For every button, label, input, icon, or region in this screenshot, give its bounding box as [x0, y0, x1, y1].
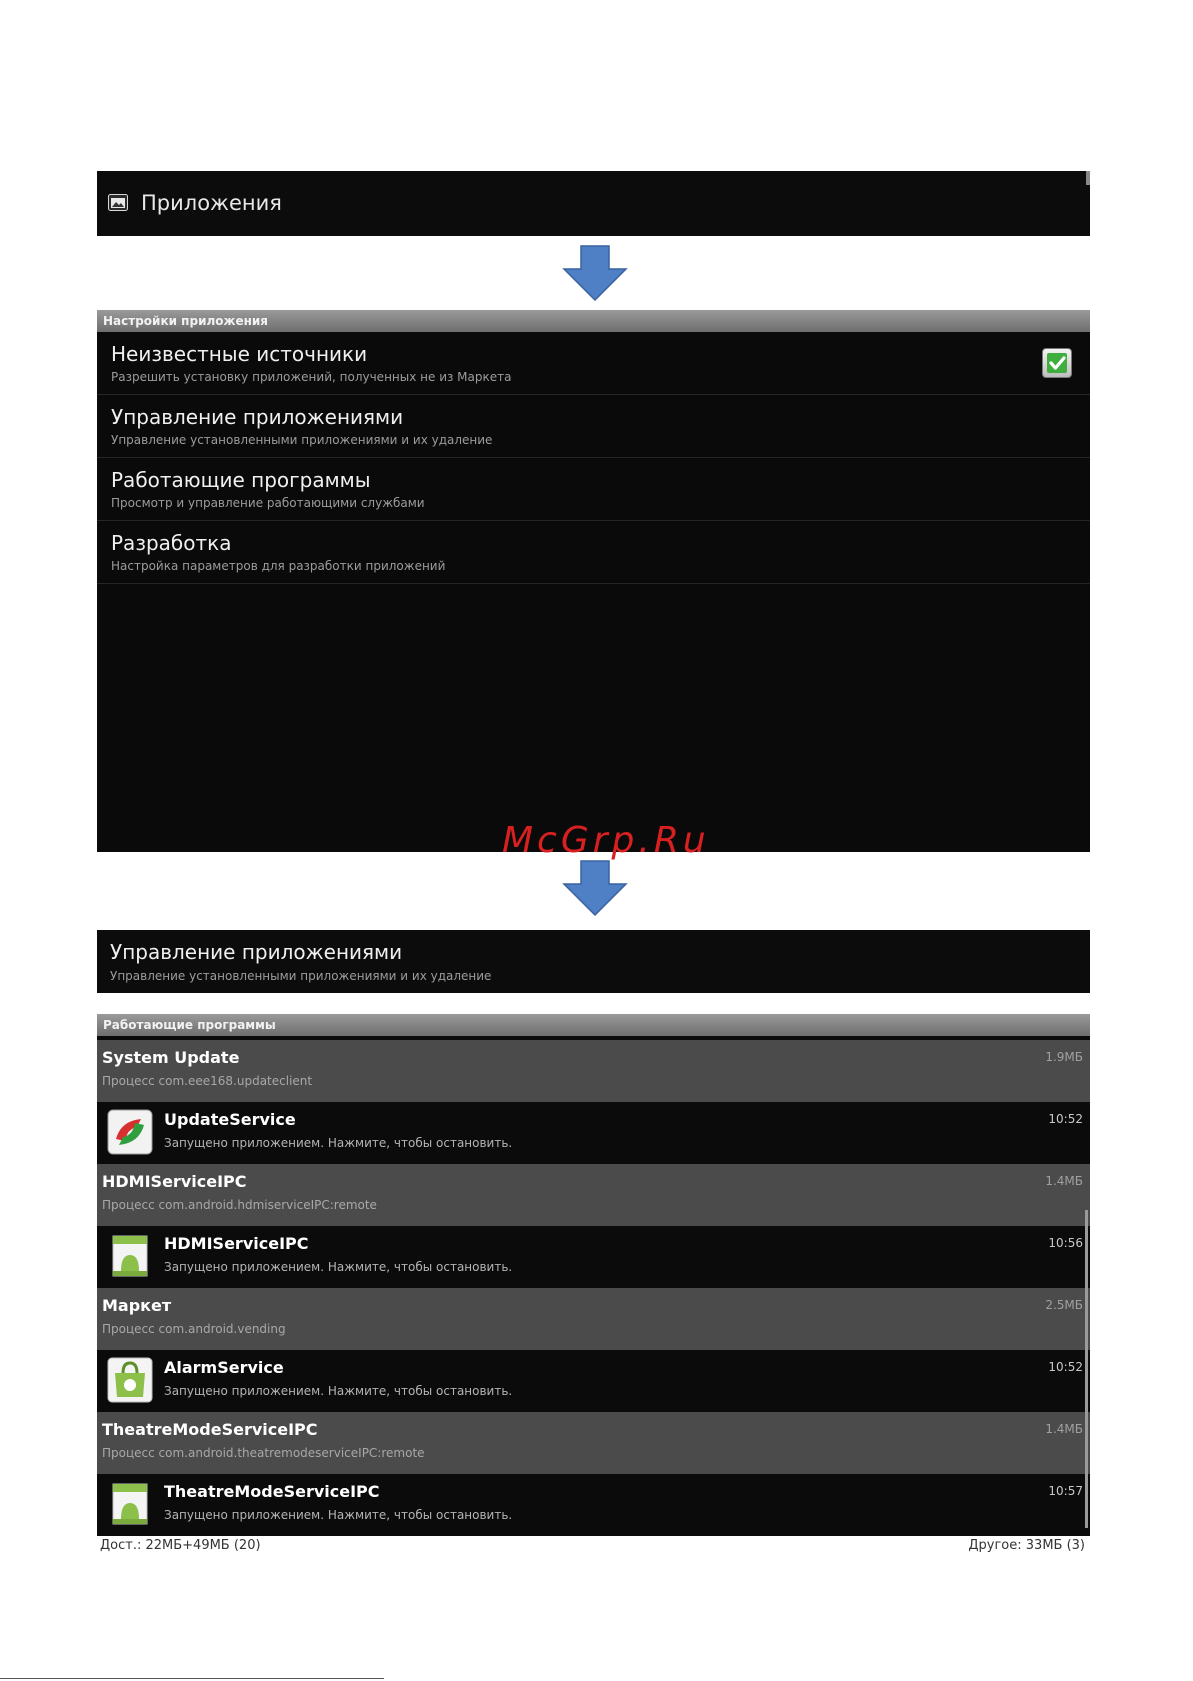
process-row[interactable] [97, 1164, 1090, 1226]
application-settings-panel [97, 310, 1090, 852]
setting-subtitle: Просмотр и управление работающими службами [111, 496, 425, 510]
process-row[interactable] [97, 1412, 1090, 1474]
manage-applications-item[interactable] [97, 930, 1090, 993]
service-name: HDMIServiceIPC [164, 1234, 309, 1253]
setting-subtitle: Разрешить установку приложений, полученных не из Маркета [111, 370, 512, 384]
service-time: 10:52 [1048, 1112, 1083, 1126]
setting-title: Разработка [111, 531, 232, 555]
running-section-header: Работающие программы [97, 1014, 1090, 1036]
settings-section-header: Настройки приложения [97, 310, 1090, 332]
process-package: Процесс com.android.theatremodeserviceIPC:remote [102, 1446, 425, 1460]
service-time: 10:57 [1048, 1484, 1083, 1498]
service-row[interactable] [97, 1102, 1090, 1164]
process-name: Маркет [102, 1296, 172, 1315]
unknown-sources-checkbox[interactable] [1042, 348, 1072, 378]
watermark: McGrp.Ru [502, 820, 710, 861]
checkmark-icon [1043, 349, 1071, 377]
service-time: 10:56 [1048, 1236, 1083, 1250]
android-app-icon [107, 1481, 153, 1527]
manage-subtitle: Управление установленными приложениями и их удаление [110, 969, 492, 983]
service-name: AlarmService [164, 1358, 284, 1377]
market-bag-icon [107, 1357, 153, 1403]
setting-title: Неизвестные источники [111, 342, 368, 366]
process-row[interactable] [97, 1040, 1090, 1102]
service-row[interactable] [97, 1474, 1090, 1536]
android-app-icon [107, 1233, 153, 1279]
process-memory: 1.4МБ [1045, 1174, 1083, 1188]
setting-subtitle: Управление установленными приложениями и их удаление [111, 433, 493, 447]
process-memory: 2.5МБ [1045, 1298, 1083, 1312]
arrow-down-icon [562, 245, 628, 301]
page-divider [0, 1678, 384, 1679]
process-row[interactable] [97, 1288, 1090, 1350]
service-name: TheatreModeServiceIPC [164, 1482, 380, 1501]
service-time: 10:52 [1048, 1360, 1083, 1374]
manage-title: Управление приложениями [110, 940, 403, 964]
applications-label: Приложения [141, 191, 282, 215]
service-row[interactable] [97, 1350, 1090, 1412]
setting-running-services[interactable] [97, 458, 1090, 521]
service-row[interactable] [97, 1226, 1090, 1288]
applications-icon [108, 194, 128, 211]
service-description: Запущено приложением. Нажмите, чтобы остановить. [164, 1260, 513, 1274]
other-memory-label: Другое: 33МБ (3) [968, 1538, 1085, 1553]
process-name: HDMIServiceIPC [102, 1172, 247, 1191]
available-memory-label: Дост.: 22МБ+49МБ (20) [100, 1538, 261, 1553]
scrollbar[interactable] [1085, 1210, 1088, 1528]
setting-manage-applications[interactable] [97, 395, 1090, 458]
update-app-icon [107, 1109, 153, 1155]
service-description: Запущено приложением. Нажмите, чтобы остановить. [164, 1508, 513, 1522]
process-package: Процесс com.android.vending [102, 1322, 286, 1336]
setting-title: Работающие программы [111, 468, 371, 492]
process-package: Процесс com.android.hdmiserviceIPC:remote [102, 1198, 377, 1212]
arrow-down-icon [562, 860, 628, 916]
process-memory: 1.9МБ [1045, 1050, 1083, 1064]
process-name: System Update [102, 1048, 240, 1067]
service-description: Запущено приложением. Нажмите, чтобы остановить. [164, 1136, 513, 1150]
applications-menu-item[interactable] [97, 171, 1090, 236]
setting-subtitle: Настройка параметров для разработки приложений [111, 559, 446, 573]
setting-unknown-sources[interactable] [97, 332, 1090, 395]
process-name: TheatreModeServiceIPC [102, 1420, 318, 1439]
service-name: UpdateService [164, 1110, 296, 1129]
process-package: Процесс com.eee168.updateclient [102, 1074, 313, 1088]
setting-development[interactable] [97, 521, 1090, 584]
service-description: Запущено приложением. Нажмите, чтобы остановить. [164, 1384, 513, 1398]
process-memory: 1.4МБ [1045, 1422, 1083, 1436]
setting-title: Управление приложениями [111, 405, 404, 429]
scrollbar [1086, 171, 1090, 185]
running-services-panel [97, 1014, 1090, 1532]
